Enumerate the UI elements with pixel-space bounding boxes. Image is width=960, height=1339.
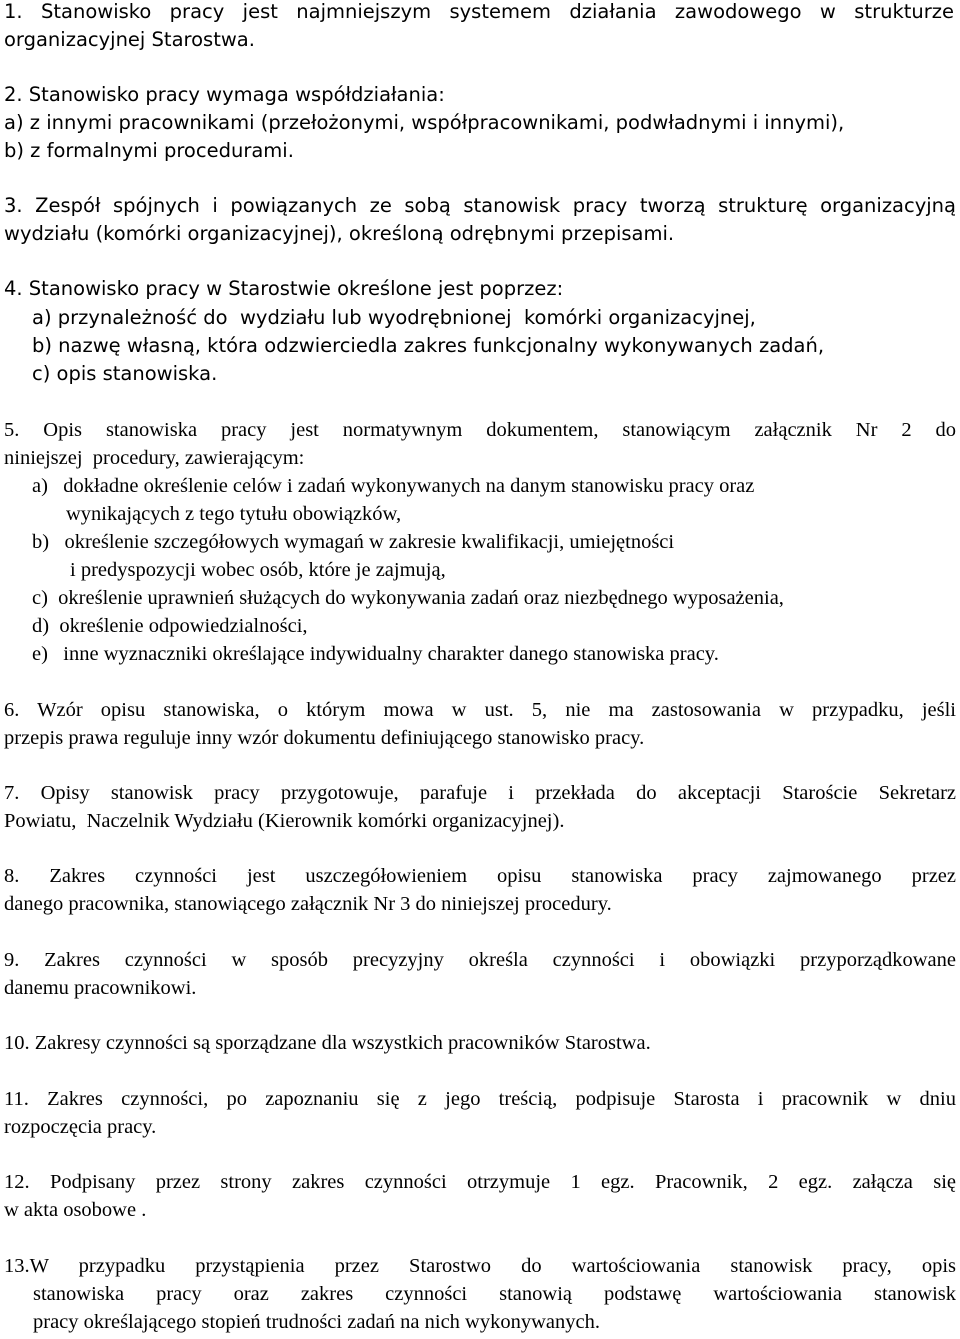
item-11-line-2: rozpoczęcia pracy. [4, 1116, 157, 1138]
item-6-line-1: 6. Wzór opisu stanowiska, o którym mowa w ust. 5, nie ma zastosowania w przypadku, jeśli [4, 699, 956, 721]
item-9-line-1: 9. Zakres czynności w sposób precyzyjny określa czynności i obowiązki przyporządkowane [4, 949, 956, 971]
item-12-line-2: w akta osobowe . [4, 1199, 147, 1221]
item-3-line-1: 3. Zespół spójnych i powiązanych ze sobą stanowisk pracy tworzą strukturę organizacyjną [4, 194, 956, 217]
item-10-line-1: 10. Zakresy czynności są sporządzane dla wszystkich pracowników Starostwa. [4, 1032, 651, 1054]
item-5-line-6: i predyspozycji wobec osób, które je zajmują, [70, 559, 446, 581]
item-5-line-1: 5. Opis stanowiska pracy jest normatywnym dokumentem, stanowiącym załącznik Nr 2 do [4, 419, 956, 441]
item-3-line-2: wydziału (komórki organizacyjnej), określoną odrębnymi przepisami. [4, 222, 675, 245]
item-5-line-7: c) określenie uprawnień służących do wykonywania zadań oraz niezbędnego wyposażenia, [32, 587, 784, 609]
item-5-line-8: d) określenie odpowiedzialności, [32, 615, 308, 637]
item-5-line-3: a) dokładne określenie celów i zadań wykonywanych na danym stanowisku pracy oraz [32, 475, 755, 497]
item-13-line-2: stanowiska pracy oraz zakres czynności stanowią podstawę wartościowania stanowisk [33, 1283, 956, 1305]
item-4-line-3: b) nazwę własną, która odzwierciedla zakres funkcjonalny wykonywanych zadań, [32, 334, 825, 357]
item-1-line-1: 1. Stanowisko pracy jest najmniejszym systemem działania zawodowego w strukturze [4, 0, 954, 23]
item-2-line-2: a) z innymi pracownikami (przełożonymi, współpracownikami, podwładnymi i innymi), [4, 111, 845, 134]
item-7-line-1: 7. Opisy stanowisk pracy przygotowuje, parafuje i przekłada do akceptacji Staroście Sekretarz [4, 782, 956, 804]
item-4-line-2: a) przynależność do wydziału lub wyodrębnionej komórki organizacyjnej, [32, 306, 756, 329]
item-5-line-2: niniejszej procedury, zawierającym: [4, 447, 305, 469]
item-7-line-2: Powiatu, Naczelnik Wydziału (Kierownik komórki organizacyjnej). [4, 810, 565, 832]
item-12-line-1: 12. Podpisany przez strony zakres czynności otrzymuje 1 egz. Pracownik, 2 egz. załącza się [4, 1171, 956, 1193]
item-2-line-3: b) z formalnymi procedurami. [4, 139, 294, 162]
item-1-line-2: organizacyjnej Starostwa. [4, 28, 255, 51]
item-4-line-1: 4. Stanowisko pracy w Starostwie określone jest poprzez: [4, 277, 564, 300]
item-5-line-5: b) określenie szczegółowych wymagań w zakresie kwalifikacji, umiejętności [32, 531, 675, 553]
item-5-line-4: wynikających z tego tytułu obowiązków, [66, 503, 402, 525]
item-11-line-1: 11. Zakres czynności, po zapoznaniu się z jego treścią, podpisuje Starosta i pracownik w dniu [4, 1088, 956, 1110]
item-4-line-4: c) opis stanowiska. [32, 362, 218, 385]
item-8-line-1: 8. Zakres czynności jest uszczegółowieniem opisu stanowiska pracy zajmowanego przez [4, 865, 956, 887]
item-13-line-3: pracy określającego stopień trudności zadań na nich wykonywanych. [33, 1311, 600, 1333]
item-5-line-9: e) inne wyznaczniki określające indywidualny charakter danego stanowiska pracy. [32, 643, 719, 665]
item-13-line-1: 13.W przypadku przystąpienia przez Starostwo do wartościowania stanowisk pracy, opis [4, 1255, 956, 1277]
item-6-line-2: przepis prawa reguluje inny wzór dokumentu definiującego stanowisko pracy. [4, 727, 645, 749]
item-9-line-2: danemu pracownikowi. [4, 977, 197, 999]
item-2-line-1: 2. Stanowisko pracy wymaga współdziałania: [4, 83, 445, 106]
item-8-line-2: danego pracownika, stanowiącego załącznik Nr 3 do niniejszej procedury. [4, 893, 612, 915]
